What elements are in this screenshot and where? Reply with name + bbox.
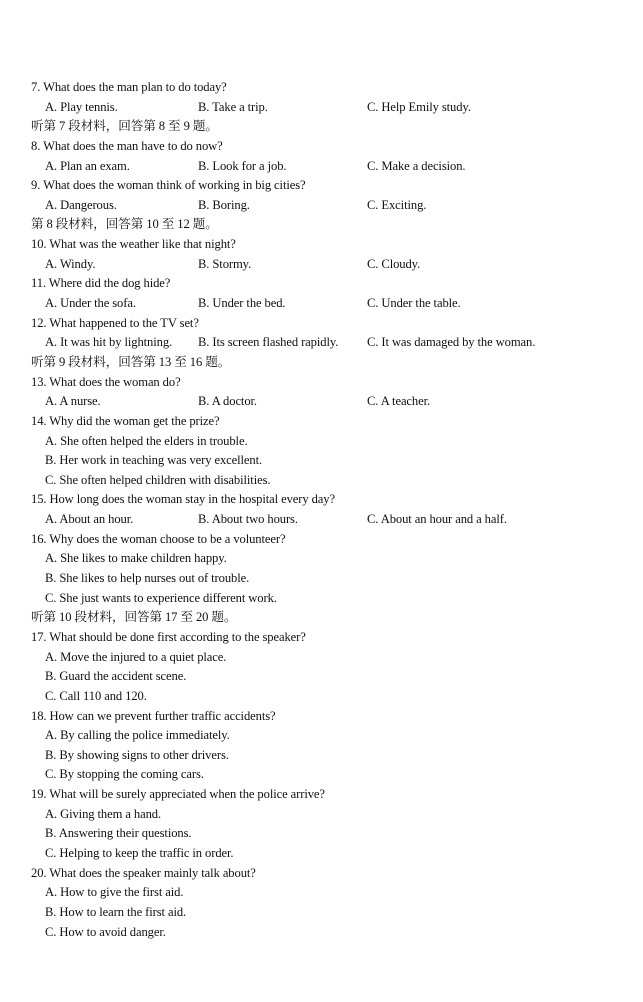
answer-option: A. It was hit by lightning. [45, 335, 173, 350]
answer-option: A. A nurse. [45, 394, 101, 409]
answer-option: A. Plan an exam. [45, 158, 130, 173]
answer-option: C. By stopping the coming cars. [45, 767, 204, 782]
answer-option: A. Windy. [45, 256, 96, 271]
answer-option: A. Move the injured to a quiet place. [45, 649, 227, 664]
option-row [0, 157, 643, 177]
answer-option: B. She likes to help nurses out of trouble. [45, 571, 250, 586]
answer-option: C. She often helped children with disabilities. [45, 472, 271, 487]
answer-option: A. Play tennis. [45, 99, 118, 114]
option-row [0, 549, 643, 569]
option-row [0, 98, 643, 118]
question-text: 11. Where did the dog hide? [31, 276, 171, 291]
listening-questions [0, 78, 643, 942]
answer-option: A. Dangerous. [45, 197, 117, 212]
answer-option: B. Under the bed. [198, 296, 286, 311]
question-text: 12. What happened to the TV set? [31, 315, 199, 330]
option-row [0, 510, 643, 530]
section-instruction: 听第 7 段材料，回答第 8 至 9 题。 [31, 119, 218, 134]
option-row [0, 903, 643, 923]
question-text: 18. How can we prevent further traffic accidents? [31, 708, 276, 723]
option-row [0, 765, 643, 785]
answer-option: B. Her work in teaching was very excellent. [45, 453, 263, 468]
answer-option: B. Guard the accident scene. [45, 669, 187, 684]
question-text: 9. What does the woman think of working in big cities? [31, 178, 306, 193]
option-row [0, 844, 643, 864]
question-text: 7. What does the man plan to do today? [31, 80, 227, 94]
answer-option: C. Make a decision. [367, 158, 466, 173]
question-text: 13. What does the woman do? [31, 374, 181, 389]
answer-option: B. About two hours. [198, 512, 298, 527]
answer-option: C. How to avoid danger. [45, 924, 166, 939]
answer-option: C. She just wants to experience different work. [45, 590, 277, 605]
section-instruction: 第 8 段材料，回答第 10 至 12 题。 [31, 217, 218, 232]
answer-option: C. It was damaged by the woman. [367, 335, 536, 350]
answer-option: C. A teacher. [367, 394, 431, 409]
question-text: 8. What does the man have to do now? [31, 138, 223, 153]
option-row [0, 196, 643, 216]
option-row [0, 294, 643, 314]
answer-option: A. She likes to make children happy. [45, 551, 227, 566]
option-row [0, 255, 643, 275]
option-row [0, 471, 643, 491]
option-row [0, 333, 643, 353]
option-row [0, 726, 643, 746]
option-row [0, 746, 643, 766]
answer-option: A. Under the sofa. [45, 296, 136, 311]
answer-option: A. By calling the police immediately. [45, 728, 230, 743]
option-row [0, 392, 643, 412]
option-row [0, 805, 643, 825]
section-instruction: 听第 9 段材料，回答第 13 至 16 题。 [31, 354, 231, 369]
answer-option: B. Boring. [198, 197, 250, 212]
section-instruction: 听第 10 段材料，回答第 17 至 20 题。 [31, 610, 237, 625]
option-row [0, 667, 643, 687]
answer-option: B. Stormy. [198, 256, 252, 271]
question-text: 14. Why did the woman get the prize? [31, 413, 220, 428]
answer-option: B. Take a trip. [198, 99, 268, 114]
answer-option: C. Helping to keep the traffic in order. [45, 845, 234, 860]
option-row [0, 569, 643, 589]
option-row [0, 687, 643, 707]
question-text: 20. What does the speaker mainly talk about? [31, 865, 256, 880]
answer-option: C. About an hour and a half. [367, 512, 507, 527]
question-text: 15. How long does the woman stay in the hospital every day? [31, 492, 335, 507]
answer-option: B. Answering their questions. [45, 826, 192, 841]
option-row [0, 883, 643, 903]
answer-option: B. How to learn the first aid. [45, 904, 187, 919]
option-row [0, 589, 643, 609]
option-row [0, 824, 643, 844]
answer-option: C. Exciting. [367, 197, 427, 212]
answer-option: C. Cloudy. [367, 256, 421, 271]
answer-option: B. A doctor. [198, 394, 257, 409]
question-text: 17. What should be done first according to the speaker? [31, 629, 306, 644]
option-row [0, 648, 643, 668]
answer-option: A. She often helped the elders in trouble. [45, 433, 248, 448]
answer-option: A. How to give the first aid. [45, 885, 184, 900]
answer-option: A. About an hour. [45, 512, 134, 527]
answer-option: B. Its screen flashed rapidly. [198, 335, 339, 350]
question-text: 10. What was the weather like that night? [31, 237, 236, 252]
answer-option: A. Giving them a hand. [45, 806, 162, 821]
answer-option: C. Help Emily study. [367, 99, 471, 114]
question-text: 19. What will be surely appreciated when the police arrive? [31, 787, 325, 802]
option-row [0, 432, 643, 452]
answer-option: C. Call 110 and 120. [45, 688, 147, 703]
answer-option: C. Under the table. [367, 296, 461, 311]
question-text: 16. Why does the woman choose to be a volunteer? [31, 531, 286, 546]
option-row [0, 451, 643, 471]
answer-option: B. By showing signs to other drivers. [45, 747, 229, 762]
answer-option: B. Look for a job. [198, 158, 287, 173]
option-row [0, 923, 643, 943]
